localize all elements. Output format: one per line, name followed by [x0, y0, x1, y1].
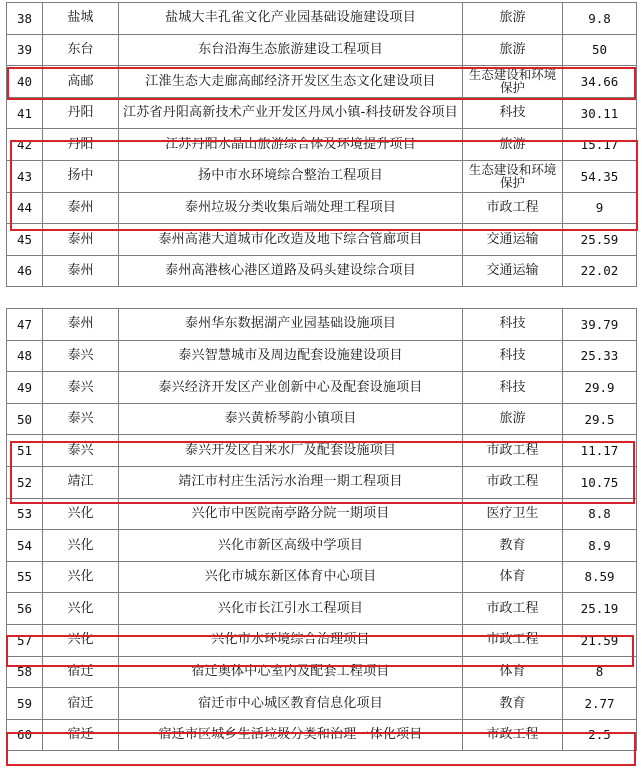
amount-cell: 30.11 — [563, 97, 637, 129]
table-row — [7, 593, 637, 625]
city-cell: 兴化 — [43, 593, 119, 625]
amount-cell: 29.9 — [563, 372, 637, 404]
row-number-cell: 51 — [7, 435, 43, 467]
amount-cell: 29.5 — [563, 403, 637, 435]
city-cell: 东台 — [43, 34, 119, 66]
row-number-cell: 39 — [7, 34, 43, 66]
project-name-cell: 泰州高港核心港区道路及码头建设综合项目 — [119, 255, 463, 287]
row-number-cell: 44 — [7, 192, 43, 224]
project-name-cell: 宿迁奥体中心室内及配套工程项目 — [119, 656, 463, 688]
project-name-cell: 宿迁市区城乡生活垃圾分类和治理一体化项目 — [119, 719, 463, 751]
table-row — [7, 656, 637, 688]
row-number-cell: 48 — [7, 340, 43, 372]
project-name-cell: 兴化市水环境综合治理项目 — [119, 624, 463, 656]
category-cell: 生态建设和环境保护 — [463, 66, 563, 98]
city-cell: 兴化 — [43, 624, 119, 656]
city-cell: 高邮 — [43, 66, 119, 98]
project-name-cell: 扬中市水环境综合整治工程项目 — [119, 160, 463, 192]
category-cell: 市政工程 — [463, 719, 563, 751]
city-cell: 兴化 — [43, 530, 119, 562]
city-cell: 兴化 — [43, 561, 119, 593]
category-cell: 教育 — [463, 688, 563, 720]
row-number-cell: 58 — [7, 656, 43, 688]
amount-cell: 8 — [563, 656, 637, 688]
table-row — [7, 340, 637, 372]
city-cell: 宿迁 — [43, 688, 119, 720]
category-cell: 体育 — [463, 656, 563, 688]
amount-cell: 25.59 — [563, 224, 637, 256]
category-cell: 市政工程 — [463, 435, 563, 467]
amount-cell: 2.77 — [563, 688, 637, 720]
table-row — [7, 97, 637, 129]
city-cell: 盐城 — [43, 3, 119, 35]
project-name-cell: 泰兴黄桥琴韵小镇项目 — [119, 403, 463, 435]
table-row — [7, 624, 637, 656]
category-cell: 旅游 — [463, 3, 563, 35]
table-row — [7, 192, 637, 224]
project-name-cell: 泰兴经济开发区产业创新中心及配套设施项目 — [119, 372, 463, 404]
amount-cell: 21.59 — [563, 624, 637, 656]
row-number-cell: 55 — [7, 561, 43, 593]
amount-cell: 8.9 — [563, 530, 637, 562]
category-cell: 科技 — [463, 372, 563, 404]
category-cell: 医疗卫生 — [463, 498, 563, 530]
row-number-cell: 60 — [7, 719, 43, 751]
project-name-cell: 兴化市中医院南亭路分院一期项目 — [119, 498, 463, 530]
amount-cell: 2.5 — [563, 719, 637, 751]
table-row — [7, 66, 637, 98]
row-number-cell: 56 — [7, 593, 43, 625]
category-cell: 科技 — [463, 97, 563, 129]
category-cell: 教育 — [463, 530, 563, 562]
table-row — [7, 719, 637, 751]
project-name-cell: 兴化市长江引水工程项目 — [119, 593, 463, 625]
row-number-cell: 40 — [7, 66, 43, 98]
table-row — [7, 530, 637, 562]
city-cell: 泰州 — [43, 255, 119, 287]
row-number-cell: 46 — [7, 255, 43, 287]
table-row — [7, 561, 637, 593]
city-cell: 扬中 — [43, 160, 119, 192]
table-row — [7, 224, 637, 256]
amount-cell: 22.02 — [563, 255, 637, 287]
category-cell: 生态建设和环境保护 — [463, 160, 563, 192]
city-cell: 泰兴 — [43, 372, 119, 404]
amount-cell: 9.8 — [563, 3, 637, 35]
category-cell: 市政工程 — [463, 624, 563, 656]
project-name-cell: 江淮生态大走廊高邮经济开发区生态文化建设项目 — [119, 66, 463, 98]
project-table-top — [6, 2, 637, 287]
city-cell: 宿迁 — [43, 719, 119, 751]
city-cell: 靖江 — [43, 466, 119, 498]
amount-cell: 34.66 — [563, 66, 637, 98]
amount-cell: 50 — [563, 34, 637, 66]
city-cell: 泰兴 — [43, 403, 119, 435]
amount-cell: 8.8 — [563, 498, 637, 530]
amount-cell: 9 — [563, 192, 637, 224]
category-cell: 体育 — [463, 561, 563, 593]
project-name-cell: 宿迁市中心城区教育信息化项目 — [119, 688, 463, 720]
row-number-cell: 52 — [7, 466, 43, 498]
row-number-cell: 57 — [7, 624, 43, 656]
category-cell: 科技 — [463, 309, 563, 341]
city-cell: 泰州 — [43, 224, 119, 256]
table-row — [7, 160, 637, 192]
table-row — [7, 309, 637, 341]
row-number-cell: 54 — [7, 530, 43, 562]
row-number-cell: 42 — [7, 129, 43, 161]
table-row — [7, 255, 637, 287]
row-number-cell: 47 — [7, 309, 43, 341]
project-name-cell: 江苏省丹阳高新技术产业开发区丹凤小镇-科技研发谷项目 — [119, 97, 463, 129]
amount-cell: 10.75 — [563, 466, 637, 498]
row-number-cell: 41 — [7, 97, 43, 129]
table-row — [7, 403, 637, 435]
project-name-cell: 泰兴开发区自来水厂及配套设施项目 — [119, 435, 463, 467]
amount-cell: 25.19 — [563, 593, 637, 625]
city-cell: 泰州 — [43, 192, 119, 224]
project-name-cell: 泰州高港大道城市化改造及地下综合管廊项目 — [119, 224, 463, 256]
project-name-cell: 兴化市城东新区体育中心项目 — [119, 561, 463, 593]
category-cell: 旅游 — [463, 403, 563, 435]
amount-cell: 54.35 — [563, 160, 637, 192]
city-cell: 丹阳 — [43, 97, 119, 129]
category-cell: 市政工程 — [463, 192, 563, 224]
project-name-cell: 泰州垃圾分类收集后端处理工程项目 — [119, 192, 463, 224]
row-number-cell: 49 — [7, 372, 43, 404]
project-name-cell: 泰州华东数据湖产业园基础设施项目 — [119, 309, 463, 341]
category-cell: 旅游 — [463, 34, 563, 66]
page-break-gap — [0, 299, 642, 308]
project-table-bottom — [6, 308, 637, 751]
project-name-cell: 兴化市新区高级中学项目 — [119, 530, 463, 562]
project-name-cell: 东台沿海生态旅游建设工程项目 — [119, 34, 463, 66]
row-number-cell: 45 — [7, 224, 43, 256]
amount-cell: 8.59 — [563, 561, 637, 593]
project-name-cell: 泰兴智慧城市及周边配套设施建设项目 — [119, 340, 463, 372]
category-cell: 市政工程 — [463, 466, 563, 498]
table-row — [7, 466, 637, 498]
city-cell: 泰州 — [43, 309, 119, 341]
amount-cell: 25.33 — [563, 340, 637, 372]
table-row — [7, 435, 637, 467]
table-row — [7, 3, 637, 35]
project-name-cell: 盐城大丰孔雀文化产业园基础设施建设项目 — [119, 3, 463, 35]
category-cell: 交通运输 — [463, 255, 563, 287]
city-cell: 泰兴 — [43, 340, 119, 372]
row-number-cell: 50 — [7, 403, 43, 435]
category-cell: 旅游 — [463, 129, 563, 161]
table-row — [7, 129, 637, 161]
row-number-cell: 59 — [7, 688, 43, 720]
city-cell: 宿迁 — [43, 656, 119, 688]
table-row — [7, 34, 637, 66]
city-cell: 丹阳 — [43, 129, 119, 161]
category-cell: 市政工程 — [463, 593, 563, 625]
city-cell: 泰兴 — [43, 435, 119, 467]
table-row — [7, 498, 637, 530]
table-row — [7, 688, 637, 720]
amount-cell: 11.17 — [563, 435, 637, 467]
category-cell: 科技 — [463, 340, 563, 372]
amount-cell: 39.79 — [563, 309, 637, 341]
row-number-cell: 43 — [7, 160, 43, 192]
table-row — [7, 372, 637, 404]
project-name-cell: 靖江市村庄生活污水治理一期工程项目 — [119, 466, 463, 498]
amount-cell: 15.17 — [563, 129, 637, 161]
city-cell: 兴化 — [43, 498, 119, 530]
row-number-cell: 53 — [7, 498, 43, 530]
row-number-cell: 38 — [7, 3, 43, 35]
category-cell: 交通运输 — [463, 224, 563, 256]
project-name-cell: 江苏丹阳水晶山旅游综合体及环境提升项目 — [119, 129, 463, 161]
